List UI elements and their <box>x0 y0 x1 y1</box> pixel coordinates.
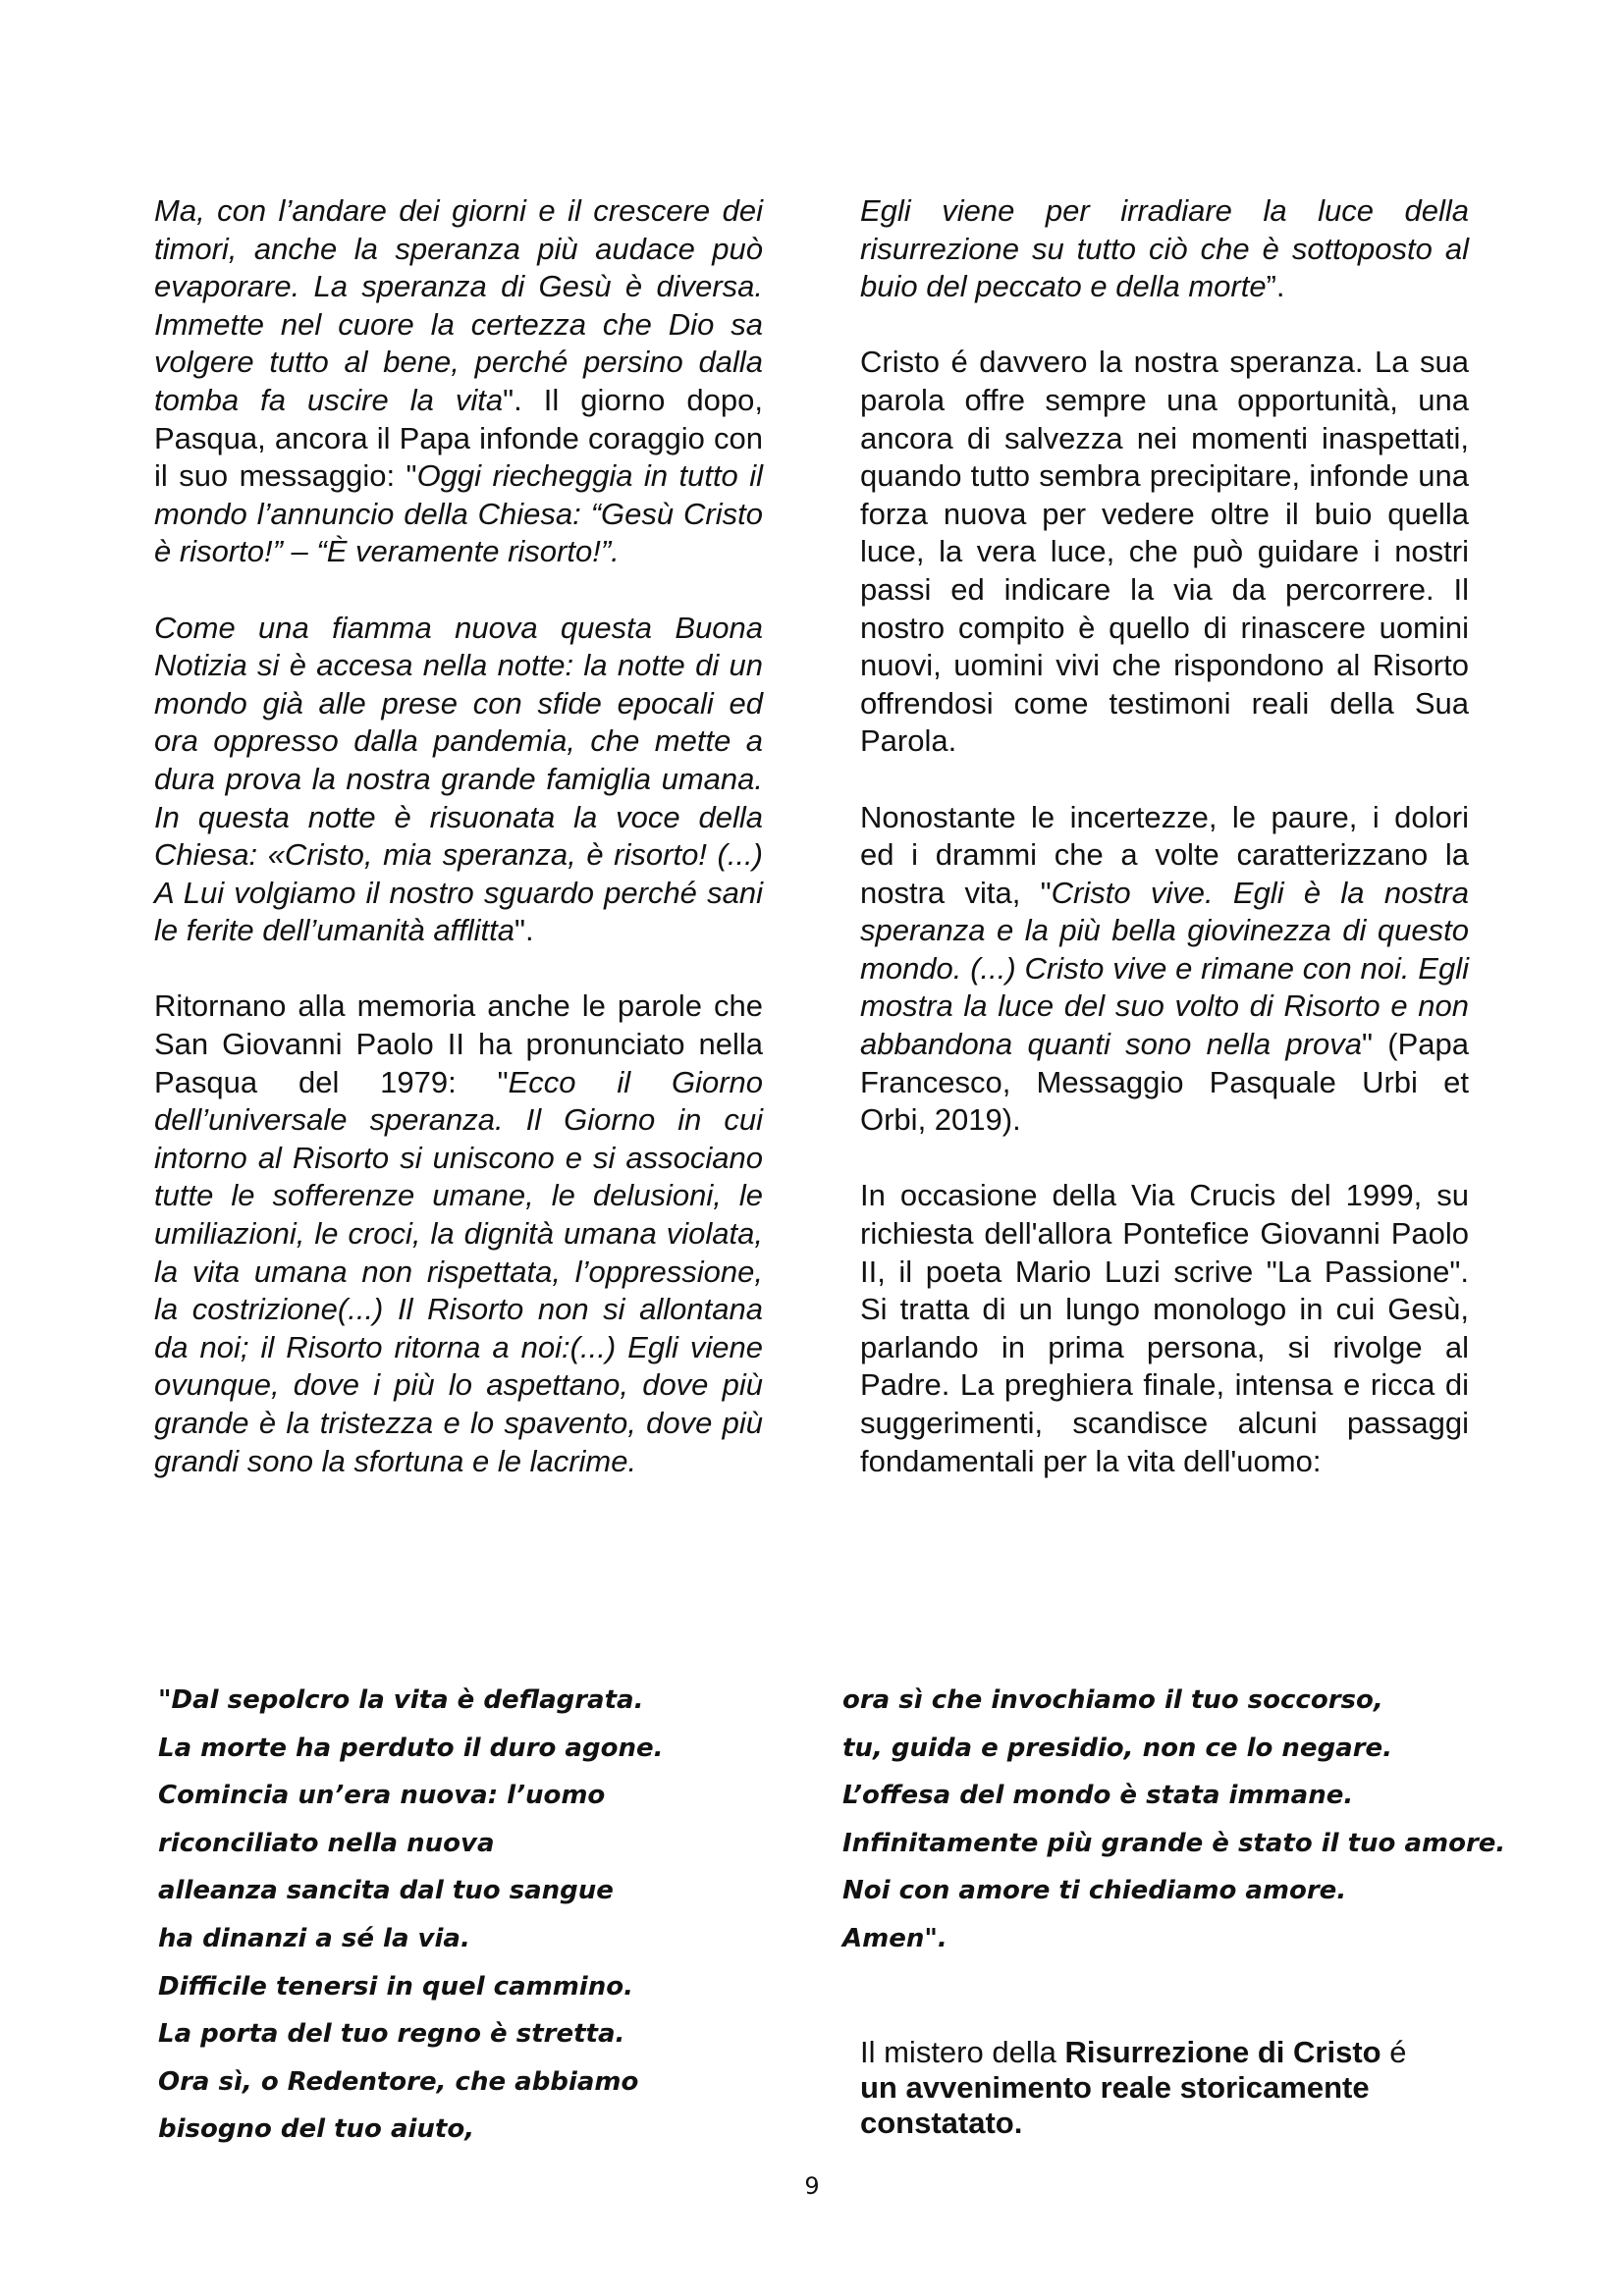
poem-line: bisogno del tuo aiuto, <box>158 2114 475 2145</box>
paragraph: Ritornano alla memoria anche le parole che San Giovanni Paolo II ha pronunciato nella Pasqua del 1979: "Ecco il Giorno dell’universale speranza. Il Giorno in cui intorno al Risorto si uniscono e si associano tutte le sofferenze umane, le delusioni, le umiliazioni, le croci, la dignità umana violata, la vita umana non rispettata, l’oppressione, la costrizione(...) Il Risorto non si allontana da noi; il Risorto ritorna a noi:(...) Egli viene ovunque, dove i più lo aspettano, dove più grande è la tristezza e lo spavento, dove più grandi sono la sfortuna e le lacrime. <box>154 988 763 1478</box>
paragraph: Come una fiamma nuova questa Buona Notizia si è accesa nella notte: la notte di un mondo già alle prese con sfide epocali ed ora oppresso dalla pandemia, che mette a dura prova la nostra grande famiglia umana. In questa notte è risuonata la voce della Chiesa: «Cristo, mia speranza, è risorto! (...) A Lui volgiamo il nostro sguardo perché sani le ferite dell’umanità afflitta". <box>154 610 763 948</box>
poem-line: Amen". <box>842 1923 947 1953</box>
poem-line: riconciliato nella nuova <box>158 1828 495 1858</box>
page-number: 9 <box>804 2172 820 2200</box>
paragraph: Ma, con l’andare dei giorni e il crescere dei timori, anche la speranza più audace può evaporare. La speranza di Gesù è diversa. Immette nel cuore la certezza che Dio sa volgere tutto al bene, perché persino dalla tomba fa uscire la vita". Il giorno dopo, Pasqua, ancora il Papa infonde coraggio con il suo messaggio: "Oggi riecheggia in tutto il mondo l’annuncio della Chiesa: “Gesù Cristo è risorto!” – “È veramente risorto!”. <box>154 193 763 569</box>
poem-line: Comincia un’era nuova: l’uomo <box>158 1781 606 1811</box>
poem-line: alleanza sancita dal tuo sangue <box>158 1876 614 1906</box>
poem-line: L’offesa del mondo è stata immane. <box>842 1781 1354 1811</box>
poem-line: ha dinanzi a sé la via. <box>158 1923 470 1953</box>
right-text-column <box>860 192 1469 1480</box>
poem-right-stanza <box>842 1677 1505 1963</box>
closing-statement: Il mistero della Risurrezione di Cristo é un avvenimento reale storicamente constatato. <box>860 2035 1407 2140</box>
left-text-column <box>154 192 763 1480</box>
paragraph: In occasione della Via Crucis del 1999, su richiesta dell'allora Pontefice Giovanni Paolo II, il poeta Mario Luzi scrive "La Passione". Si tratta di un lungo monologo in cui Gesù, parlando in prima persona, si rivolge al Padre. La preghiera finale, intensa e ricca di suggerimenti, scandisce alcuni passaggi fondamentali per la vita dell'uomo: <box>860 1178 1469 1478</box>
poem-line: Infinitamente più grande è stato il tuo amore. <box>842 1828 1506 1858</box>
paragraph: Cristo é davvero la nostra speranza. La sua parola offre sempre una opportunità, una ancora di salvezza nei momenti inaspettati, quando tutto sembra precipitare, infonde una forza nuova per vedere oltre il buio quella luce, la vera luce, che può guidare i nostri passi ed indicare la via da percorrere. Il nostro compito è quello di rinascere uomini nuovi, uomini vivi che rispondono al Risorto offrendosi come testimoni reali della Sua Parola. <box>860 345 1469 759</box>
poem-line: "Dal sepolcro la vita è deflagrata. <box>158 1685 644 1715</box>
paragraph: Nonostante le incertezze, le paure, i dolori ed i drammi che a volte caratterizzano la nostra vita, "Cristo vive. Egli è la nostra speranza e la più bella giovinezza di questo mondo. (...) Cristo vive e rimane con noi. Egli mostra la luce del suo volto di Risorto e non abbandona quanti sono nella prova" (Papa Francesco, Messaggio Pasquale Urbi et Orbi, 2019). <box>860 799 1469 1138</box>
poem-line: Noi con amore ti chiediamo amore. <box>842 1876 1347 1906</box>
poem-left-stanza <box>158 1677 663 2154</box>
poem-line: ora sì che invochiamo il tuo soccorso, <box>842 1685 1383 1715</box>
paragraph: Egli viene per irradiare la luce della risurrezione su tutto ciò che è sottoposto al buio del peccato e della morte”. <box>860 193 1469 304</box>
poem-line: tu, guida e presidio, non ce lo negare. <box>842 1733 1393 1763</box>
poem-line: Ora sì, o Redentore, che abbiamo <box>158 2066 639 2097</box>
poem-line: La porta del tuo regno è stretta. <box>158 2019 625 2050</box>
poem-line: Difficile tenersi in quel cammino. <box>158 1971 633 2002</box>
poem-line: La morte ha perduto il duro agone. <box>158 1733 664 1763</box>
